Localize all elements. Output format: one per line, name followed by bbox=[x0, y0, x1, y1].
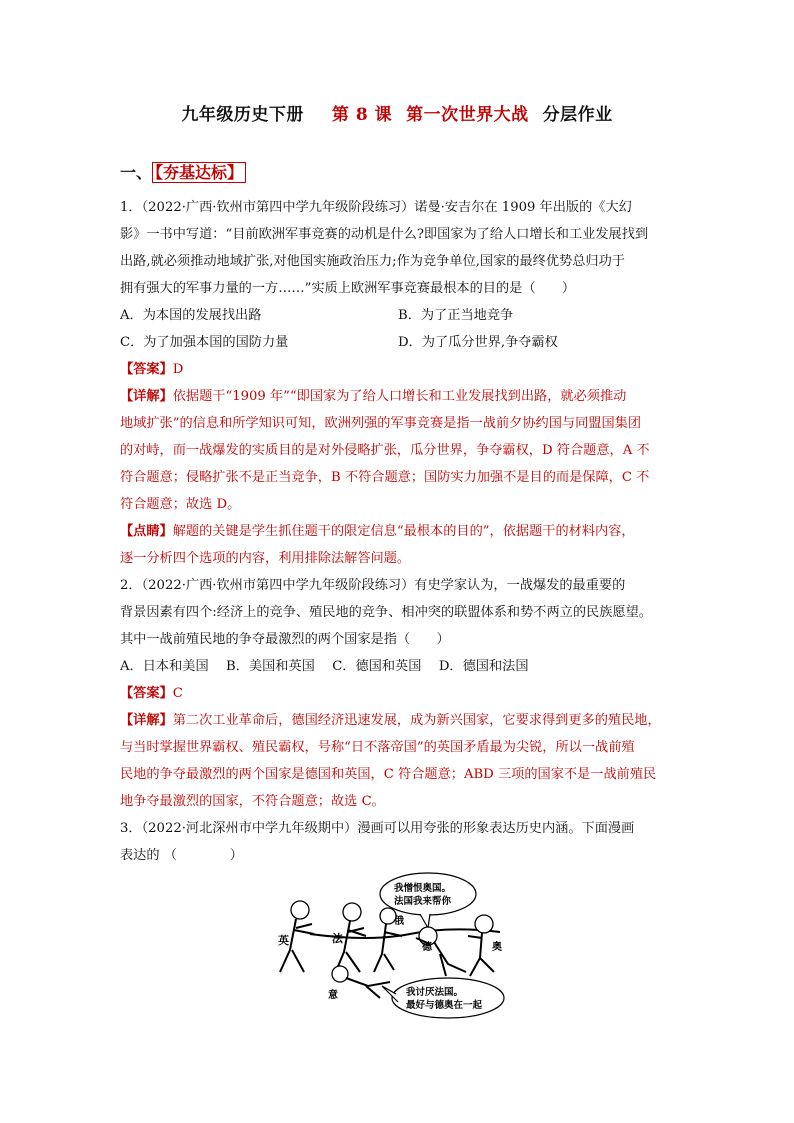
q2-stem-line: 2．（2022·广西·钦州市第四中学九年级阶段练习）有史学家认为，一战爆发的最重要的 bbox=[120, 578, 626, 593]
q1-detail-text: 依据题干“1909 年”“即国家为了给人口增长和工业发展找到出路，就必须推动 bbox=[172, 389, 627, 404]
q1-option-a: A．为本国的发展找出路 bbox=[120, 308, 262, 323]
title-lesson-number: 第 8 课 bbox=[331, 105, 393, 125]
speech-bubble-bottom bbox=[392, 978, 504, 1018]
title-assignment: 分层作业 bbox=[542, 105, 613, 125]
answer-tag: 【答案】 bbox=[120, 362, 173, 377]
q2-detail-line bbox=[120, 707, 676, 734]
q2-detail-line: 与当时掌握世界霸权、殖民霸权，号称“日不落帝国”的英国矛盾最为尖锐，所以一战前殖 bbox=[120, 740, 635, 755]
title-lesson-name: 第一次世界大战 bbox=[406, 105, 529, 125]
figure-france-head bbox=[343, 903, 361, 921]
q3-stem-line: 表达的 （ ） bbox=[120, 848, 243, 863]
answer-tag: 【答案】 bbox=[120, 686, 173, 701]
label-russia: 俄 bbox=[394, 916, 404, 927]
detail-tag: 【详解】 bbox=[120, 389, 173, 404]
q1-note-line bbox=[120, 518, 676, 545]
bubble-tail bbox=[382, 986, 398, 1002]
title-course: 九年级历史下册 bbox=[181, 105, 304, 125]
q1-detail-line bbox=[120, 383, 676, 410]
figure-italy-head bbox=[332, 966, 348, 982]
label-italy: 意 bbox=[328, 990, 338, 1001]
label-france: 法 bbox=[332, 932, 343, 945]
q1-detail-line: 符合题意；故选 D。 bbox=[120, 497, 241, 512]
q1-option-d: D．为了瓜分世界,争夺霸权 bbox=[398, 335, 558, 350]
cartoon-illustration bbox=[270, 872, 524, 1020]
q1-stem-line: 出路,就必须推动地域扩张,对他国实施政治压力;作为竞争单位,国家的最终优势总归功于 bbox=[120, 254, 625, 269]
q1-answer-value: D bbox=[172, 362, 184, 377]
q1-stem-line: 影》一书中写道：“目前欧洲军事竞赛的动机是什么?即国家为了给人口增长和工业发展找到 bbox=[120, 227, 649, 242]
label-austria: 奥 bbox=[492, 942, 502, 953]
note-tag: 【点睛】 bbox=[120, 524, 173, 539]
section-prefix: 一、 bbox=[120, 163, 153, 182]
q1-options-row bbox=[120, 329, 676, 356]
q1-stem-line: 拥有强大的军事力量的一方……”实质上欧洲军事竞赛最根本的目的是（ ） bbox=[120, 281, 576, 296]
label-england: 英 bbox=[278, 934, 289, 947]
q1-detail-line: 的对峙，而一战爆发的实质目的是对外侵略扩张，瓜分世界，争夺霸权，D 符合题意，A 不 bbox=[120, 443, 650, 458]
q3-stem-line: 3．（2022·河北深州市中学九年级期中）漫画可以用夸张的形象表达历史内涵。下面漫画 bbox=[120, 821, 635, 836]
cartoon-drawing bbox=[270, 872, 524, 1020]
bubble-top-line-1: 我憎恨奥国。 bbox=[394, 883, 452, 894]
bubble-bottom-line-2: 最好与德奥在一起 bbox=[406, 1000, 483, 1011]
speech-bubble-top bbox=[380, 873, 476, 915]
q2-options-row: A．日本和美国 B．美国和英国 C．德国和英国 D．德国和法国 bbox=[120, 659, 529, 674]
figure-austria-head bbox=[475, 915, 493, 933]
section-label: 【夯基达标】 bbox=[152, 162, 246, 183]
q1-answer bbox=[120, 356, 676, 383]
q1-option-b: B．为了正当地竞争 bbox=[398, 308, 514, 323]
page-title bbox=[0, 100, 794, 125]
q2-answer-value: C bbox=[172, 686, 183, 701]
bubble-tail bbox=[420, 914, 430, 928]
q1-detail-line: 地域扩张”的信息和所学知识可知，欧洲列强的军事竞赛是指一战前夕协约国与同盟国集团 bbox=[120, 416, 642, 431]
label-germany: 德 bbox=[422, 942, 432, 953]
questions-body bbox=[120, 194, 676, 869]
q1-detail-line: 符合题意；侵略扩张不是正当竞争，B 不符合题意；国防实力加强不是目的而是保障，C 不 bbox=[120, 470, 650, 485]
q1-note-line: 逐一分析四个选项的内容，利用排除法解答问题。 bbox=[120, 551, 411, 566]
detail-tag: 【详解】 bbox=[120, 713, 173, 728]
figure-england-head bbox=[291, 901, 309, 919]
q2-stem-line: 其中一战前殖民地的争夺最激烈的两个国家是指（ ） bbox=[120, 632, 450, 647]
figure-austria-body bbox=[468, 933, 494, 976]
bubble-bottom-line-1: 我讨厌法国。 bbox=[406, 987, 464, 998]
q2-detail-text: 第二次工业革命后，德国经济迅速发展，成为新兴国家，它要求得到更多的殖民地， bbox=[172, 713, 661, 728]
bubble-top-line-2: 法国我来帮你 bbox=[394, 896, 452, 907]
q2-stem-line: 背景因素有四个:经济上的竞争、殖民地的竞争、相冲突的联盟体系和势不两立的民族愿望。 bbox=[120, 605, 652, 620]
figure-russia-body bbox=[374, 924, 402, 972]
q1-option-c: C．为了加强本国的国防力量 bbox=[120, 335, 289, 350]
section-heading bbox=[120, 160, 246, 183]
q1-stem-line: 1．（2022·广西·钦州市第四中学九年级阶段练习）诺曼·安吉尔在 1909 年出版的《大幻 bbox=[120, 200, 632, 215]
q1-note-text: 解题的关键是学生抓住题干的限定信息“最根本的目的”，依据题干的材料内容， bbox=[172, 524, 635, 539]
q2-detail-line: 地争夺最激烈的国家，不符合题意；故选 C。 bbox=[120, 794, 385, 809]
q2-detail-line: 民地的争夺最激烈的两个国家是德国和英国，C 符合题意；ABD 三项的国家不是一战前殖民 bbox=[120, 767, 657, 782]
q1-options-row bbox=[120, 302, 676, 329]
q2-answer bbox=[120, 680, 676, 707]
